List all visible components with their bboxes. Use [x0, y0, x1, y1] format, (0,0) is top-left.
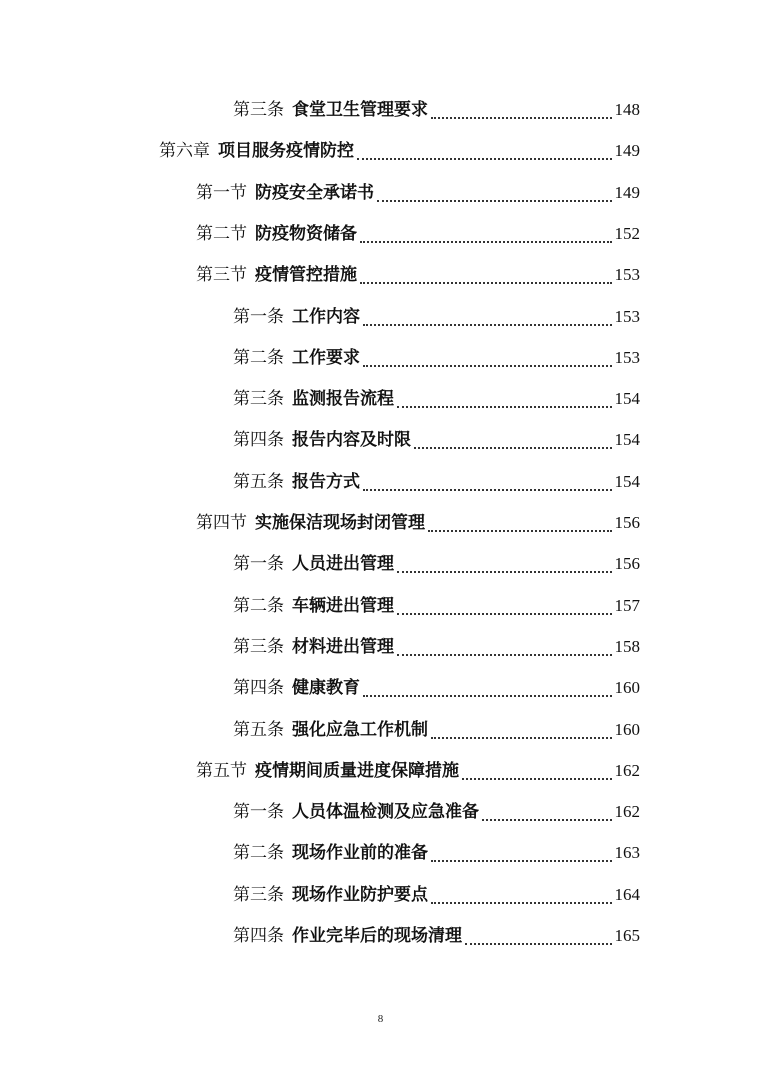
toc-entry[interactable] [196, 508, 640, 538]
dot-leader [465, 936, 612, 945]
toc-entry[interactable] [233, 880, 640, 910]
toc-entry-label: 第六章 [159, 141, 210, 161]
toc-entry-page: 154 [614, 389, 640, 408]
toc-entry[interactable] [233, 384, 640, 414]
toc-entry-label: 第一节 [196, 183, 247, 203]
dot-leader [414, 440, 612, 449]
toc-entry-page: 165 [614, 926, 640, 945]
toc-entry[interactable] [196, 178, 640, 208]
toc-entry-label: 第五条 [233, 472, 284, 492]
toc-entry[interactable] [233, 921, 640, 951]
toc-entry-page: 160 [614, 720, 640, 739]
toc-entry-label: 第四条 [233, 926, 284, 946]
toc-entry-title: 实施保洁现场封闭管理 [255, 513, 425, 533]
toc-entry-title: 报告内容及时限 [292, 430, 411, 450]
dot-leader [377, 193, 612, 202]
dot-leader [431, 110, 612, 119]
toc-entry-page: 156 [614, 554, 640, 573]
toc-entry[interactable] [196, 756, 640, 786]
toc-entry[interactable] [233, 797, 640, 827]
toc-entry-page: 149 [614, 141, 640, 160]
toc-entry-label: 第四节 [196, 513, 247, 533]
toc-entry[interactable] [233, 425, 640, 455]
dot-leader [397, 564, 612, 573]
toc-entry-label: 第二节 [196, 224, 247, 244]
page-number: 8 [377, 1013, 384, 1025]
toc-entry-page: 153 [614, 348, 640, 367]
toc-entry-title: 材料进出管理 [292, 637, 394, 657]
toc-entry-title: 防疫安全承诺书 [255, 183, 374, 203]
toc-entry-label: 第一条 [233, 307, 284, 327]
toc-entry[interactable] [233, 632, 640, 662]
dot-leader [428, 523, 612, 532]
toc-entry-title: 人员进出管理 [292, 554, 394, 574]
toc-entry-title: 工作内容 [292, 307, 360, 327]
toc-entry-title: 监测报告流程 [292, 389, 394, 409]
toc-entry-label: 第一条 [233, 802, 284, 822]
toc-entry[interactable] [159, 136, 640, 166]
toc-entry-label: 第三条 [233, 637, 284, 657]
toc-entry-page: 149 [614, 183, 640, 202]
toc-entry-title: 现场作业前的准备 [292, 843, 428, 863]
toc-entry[interactable] [233, 673, 640, 703]
toc-entry-label: 第三条 [233, 100, 284, 120]
toc-entry-label: 第二条 [233, 596, 284, 616]
dot-leader [431, 853, 612, 862]
toc-entry-label: 第五条 [233, 720, 284, 740]
toc-entry[interactable] [233, 838, 640, 868]
toc-entry[interactable] [233, 95, 640, 125]
toc-entry-page: 148 [614, 100, 640, 119]
toc-entry-page: 154 [614, 430, 640, 449]
dot-leader [363, 482, 612, 491]
dot-leader [482, 812, 612, 821]
toc-entry-page: 163 [614, 843, 640, 862]
toc-entry-title: 项目服务疫情防控 [218, 141, 354, 161]
toc-entry-title: 车辆进出管理 [292, 596, 394, 616]
toc-entry[interactable] [233, 302, 640, 332]
toc-entry-title: 防疫物资储备 [255, 224, 357, 244]
toc-entry-title: 疫情管控措施 [255, 265, 357, 285]
toc-entry-label: 第五节 [196, 761, 247, 781]
dot-leader [363, 317, 612, 326]
dot-leader [431, 730, 612, 739]
dot-leader [397, 647, 612, 656]
toc-entry[interactable] [233, 467, 640, 497]
toc-entry-title: 现场作业防护要点 [292, 885, 428, 905]
dot-leader [363, 688, 612, 697]
toc-entry-label: 第二条 [233, 843, 284, 863]
toc-entry-page: 162 [614, 761, 640, 780]
dot-leader [360, 234, 612, 243]
toc-entry-title: 食堂卫生管理要求 [292, 100, 428, 120]
dot-leader [357, 151, 612, 160]
toc-entry-label: 第三条 [233, 885, 284, 905]
toc-entry-title: 疫情期间质量进度保障措施 [255, 761, 459, 781]
toc-entry-label: 第三节 [196, 265, 247, 285]
toc-entry-title: 工作要求 [292, 348, 360, 368]
toc-entry-label: 第二条 [233, 348, 284, 368]
toc-entry[interactable] [233, 343, 640, 373]
toc-entry-title: 作业完毕后的现场清理 [292, 926, 462, 946]
toc-entry-label: 第三条 [233, 389, 284, 409]
toc-entry-page: 153 [614, 265, 640, 284]
dot-leader [397, 606, 612, 615]
toc-entry-label: 第四条 [233, 678, 284, 698]
dot-leader [363, 358, 612, 367]
toc-entry[interactable] [233, 591, 640, 621]
toc-entry-page: 153 [614, 307, 640, 326]
toc-entry-page: 162 [614, 802, 640, 821]
toc-entry-title: 强化应急工作机制 [292, 720, 428, 740]
toc-entry[interactable] [196, 219, 640, 249]
dot-leader [397, 399, 612, 408]
dot-leader [360, 275, 612, 284]
toc-entry[interactable] [196, 260, 640, 290]
dot-leader [462, 771, 612, 780]
toc-entry-label: 第四条 [233, 430, 284, 450]
toc-entry-title: 报告方式 [292, 472, 360, 492]
toc-entry[interactable] [233, 715, 640, 745]
toc-entry-page: 160 [614, 678, 640, 697]
toc-entry-title: 健康教育 [292, 678, 360, 698]
toc-entry-label: 第一条 [233, 554, 284, 574]
toc-entry-page: 152 [614, 224, 640, 243]
toc-entry-page: 164 [614, 885, 640, 904]
toc-entry-page: 158 [614, 637, 640, 656]
toc-entry-title: 人员体温检测及应急准备 [292, 802, 479, 822]
toc-entry-page: 154 [614, 472, 640, 491]
toc-entry-page: 157 [614, 596, 640, 615]
toc-entry[interactable] [233, 549, 640, 579]
toc-entry-page: 156 [614, 513, 640, 532]
dot-leader [431, 895, 612, 904]
